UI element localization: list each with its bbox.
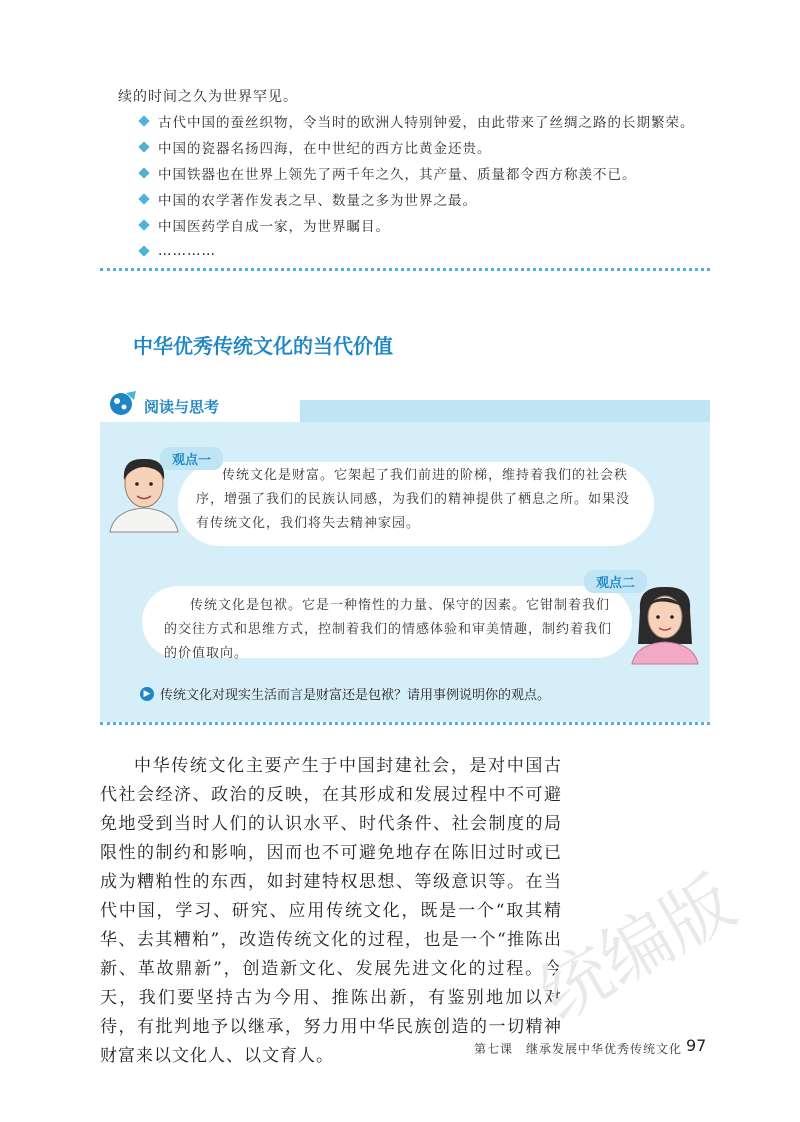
footer-lesson-title: 第七课 继承发展中华优秀传统文化 [474,1042,683,1056]
intro-line: 续的时间之久为世界罕见。 [118,89,298,105]
list-item-text: 中国的农学著作发表之早、数量之多为世界之最。 [158,193,477,209]
view2-text: 传统文化是包袱。它是一种惰性的力量、保守的因素。它钳制着我们的交往方式和思维方式，控制着我们的情感体验和审美情趣，制约着我们的价值取向。 [164,598,613,661]
list-item [140,134,695,160]
list-item-text: ………… [158,243,216,259]
question-text: 传统文化对现实生活而言是财富还是包袱？请用事例说明你的观点。 [160,688,551,703]
diamond-bullet-icon [138,115,149,126]
section-title: 中华优秀传统文化的当代价值 [133,334,393,358]
watermark [494,780,749,1037]
reading-icon [108,390,138,420]
list-item [140,160,695,186]
diamond-bullet-icon [138,193,149,204]
page-number: 97 [686,1036,707,1055]
diamond-bullet-icon [138,167,149,178]
watermark-text: 统编版 [525,860,749,1037]
diamond-bullet-icon [138,141,149,152]
dotted-divider [100,268,710,271]
list-item-text: 古代中国的蚕丝织物，令当时的欧洲人特别钟爱，由此带来了丝绸之路的长期繁荣。 [158,115,695,131]
list-item [140,108,695,134]
diamond-bullet-icon [138,219,149,230]
view2-label: 观点二 [584,570,647,593]
body-paragraph: 中华传统文化主要产生于中国封建社会，是对中国古代社会经济、政治的反映，在其形成和发展过程中不可避免地受到当时人们的认识水平、时代条件、社会制度的局限性的制约和影响，因而也不可避免地存在陈旧过时或已成为糟粕性的东西，如封建特权思想、等级意识等。在当代中国，学习、研究、应用传统文化，既是一个“取其精华、去其糟粕”，改造传统文化的过程，也是一个“推陈出新、革故鼎新”，创造新文化、发展先进文化的过程。今天，我们要坚持古为今用、推陈出新，有鉴别地加以对待，有批判地予以继承，努力用中华民族创造的一切精神财富来以文化人、以文育人。 [100,756,562,1066]
reading-box-title: 阅读与思考 [144,398,220,416]
dotted-divider [100,722,710,725]
view1-label: 观点一 [160,447,223,470]
girl-avatar [626,584,704,668]
list-item-text: 中国的瓷器名扬四海，在中世纪的西方比黄金还贵。 [158,141,492,157]
list-item [140,186,695,212]
list-item-text: 中国铁器也在世界上领先了两千年之久，其产量、质量都令西方称羡不已。 [158,167,637,183]
bullet-list [140,108,695,264]
discussion-question [140,684,550,703]
list-item [140,212,695,238]
arrow-right-icon: ▶ [140,687,154,701]
view1-text: 传统文化是财富。它架起了我们前进的阶梯，维持着我们的社会秩序，增强了我们的民族认同感，为我们的精神提供了栖息之所。如果没有传统文化，我们将失去精神家园。 [196,468,631,531]
list-item-text: 中国医药学自成一家，为世界瞩目。 [158,219,390,235]
list-item [140,238,695,264]
diamond-bullet-icon [138,245,149,256]
